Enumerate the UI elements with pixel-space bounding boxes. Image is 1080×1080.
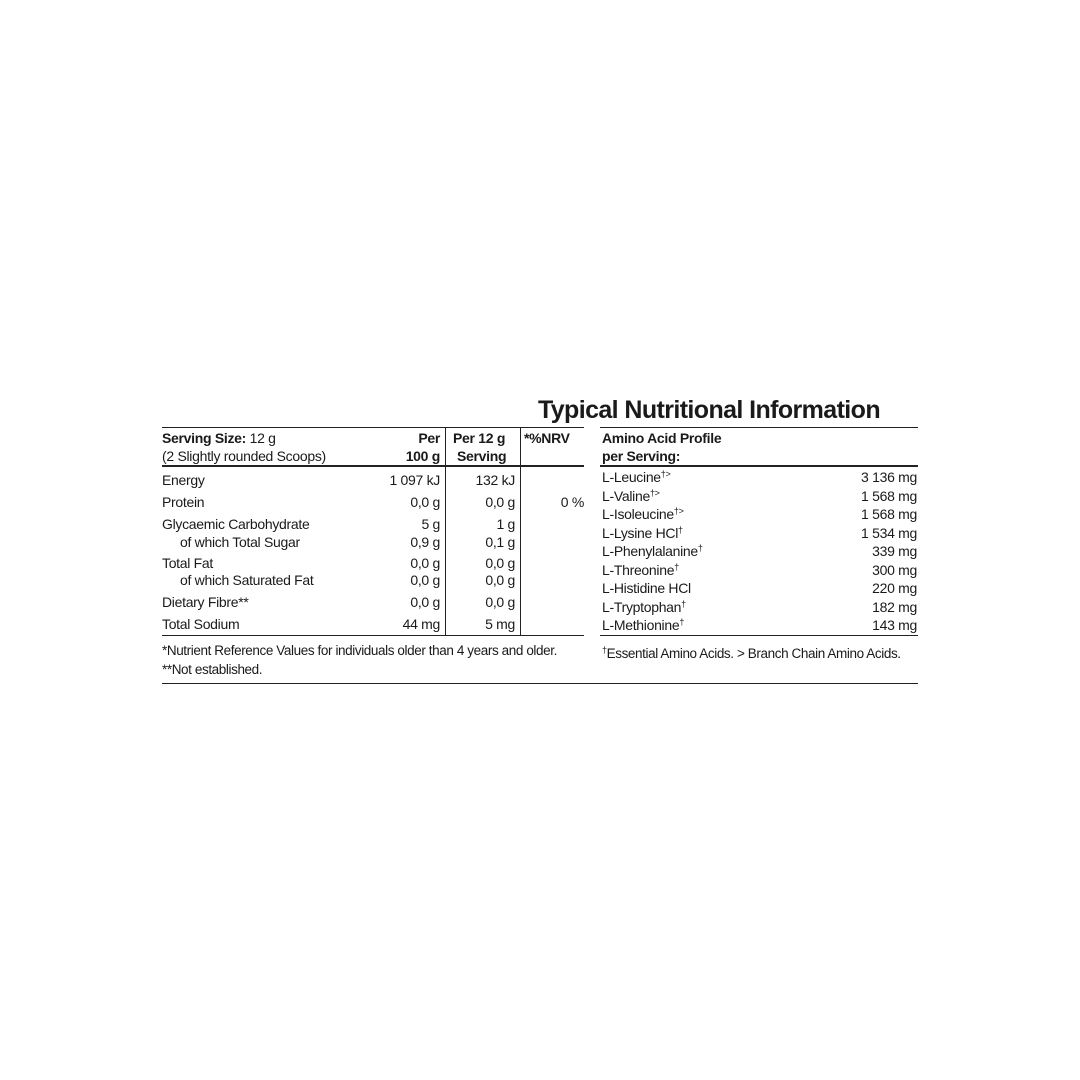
amino-value: 1 534 mg: [861, 524, 917, 541]
nutrient-per100: 1 097 kJ: [389, 472, 440, 488]
amino-name: L-Phenylalanine†: [602, 543, 703, 559]
amino-name: L-Valine†>: [602, 487, 660, 504]
amino-mark: †: [697, 543, 703, 553]
col-serving-heading: Per 12 g: [453, 430, 506, 446]
nutrient-name: Energy: [162, 472, 205, 488]
amino-name: L-Threonine†: [602, 561, 679, 578]
nutrition-panel: [162, 395, 918, 687]
amino-mark: †: [679, 617, 685, 627]
nutrient-serving: 132 kJ: [475, 472, 515, 488]
nutrient-serving: 0,0 g: [485, 594, 515, 610]
footnote-not-established: **Not established.: [162, 662, 263, 677]
nutrient-name: Protein: [162, 494, 205, 510]
nutrient-per100: 0,0 g: [410, 494, 440, 510]
footnote-amino: †Essential Amino Acids. > Branch Chain Amino Acids.: [602, 645, 901, 661]
nutrient-name: Total Fat: [162, 555, 213, 571]
amino-value: 143 mg: [872, 617, 917, 633]
amino-value: 1 568 mg: [861, 506, 917, 522]
col-divider-2: [520, 427, 521, 635]
amino-mark: †: [681, 598, 686, 609]
panel-title: Typical Nutritional Information: [537, 396, 880, 424]
amino-name: L-Methionine†: [602, 617, 685, 633]
nutrient-per100: 0,0 g: [410, 572, 440, 588]
nutrient-name-sub: of which Total Sugar: [180, 534, 300, 550]
amino-mark: †>: [660, 469, 671, 479]
nutrient-serving: 0,0 g: [485, 555, 515, 571]
footer-rule-right: [600, 635, 918, 636]
serving-size-value: 12 g: [246, 430, 276, 446]
nutrient-serving: 1 g: [496, 516, 515, 532]
footer-rule-left: [162, 635, 584, 636]
nutrient-serving: 0,0 g: [485, 494, 515, 510]
nutrient-serving: 0,1 g: [485, 534, 515, 550]
nutrient-name: Dietary Fibre**: [162, 594, 249, 610]
footnote-nrv: *Nutrient Reference Values for individuals older than 4 years and older.: [162, 643, 557, 658]
amino-value: 339 mg: [872, 543, 917, 559]
nutrient-name-sub: of which Saturated Fat: [180, 572, 314, 588]
amino-name: L-Leucine†>: [602, 469, 671, 485]
amino-value: 220 mg: [872, 580, 917, 596]
amino-heading: Amino Acid Profile: [602, 430, 722, 446]
amino-value: 3 136 mg: [861, 469, 917, 485]
serving-size: [162, 430, 276, 447]
amino-value: 182 mg: [872, 598, 917, 615]
amino-value: 300 mg: [872, 561, 917, 578]
amino-name: L-Histidine HCl: [602, 580, 691, 596]
nutrient-name: Glycaemic Carbohydrate: [162, 516, 310, 532]
amino-mark: †: [678, 524, 683, 535]
amino-value: 1 568 mg: [861, 487, 917, 504]
nutrient-name: Total Sodium: [162, 616, 240, 632]
col-nrv-heading: *%NRV: [524, 430, 570, 446]
nutrient-per100: 5 g: [421, 516, 440, 532]
nutrient-per100: 0,0 g: [410, 555, 440, 571]
col-per100-heading-2: 100 g: [405, 448, 440, 464]
header-rule-right: [600, 465, 918, 467]
col-serving-heading-2: Serving: [457, 448, 507, 464]
top-rule-right: [600, 427, 918, 428]
amino-name: L-Lysine HCl†: [602, 524, 683, 541]
amino-mark: †>: [673, 506, 684, 516]
dagger-mark: †: [602, 645, 607, 655]
nutrient-serving: 0,0 g: [485, 572, 515, 588]
nutrient-nrv: 0 %: [560, 494, 584, 510]
nutrient-per100: 0,0 g: [410, 594, 440, 610]
amino-mark: †: [674, 561, 679, 572]
nutrient-per100: 0,9 g: [410, 534, 440, 550]
serving-note: (2 Slightly rounded Scoops): [162, 448, 326, 464]
nutrient-serving: 5 mg: [485, 616, 515, 632]
bottom-rule: [162, 683, 918, 684]
serving-size-label: Serving Size:: [162, 430, 247, 446]
col-per100-heading: Per: [418, 430, 440, 446]
nutrient-per100: 44 mg: [402, 616, 440, 632]
amino-heading-2: per Serving:: [602, 448, 681, 464]
amino-name: L-Tryptophan†: [602, 598, 686, 615]
amino-mark: †>: [649, 487, 660, 498]
amino-name: L-Isoleucine†>: [602, 506, 684, 522]
